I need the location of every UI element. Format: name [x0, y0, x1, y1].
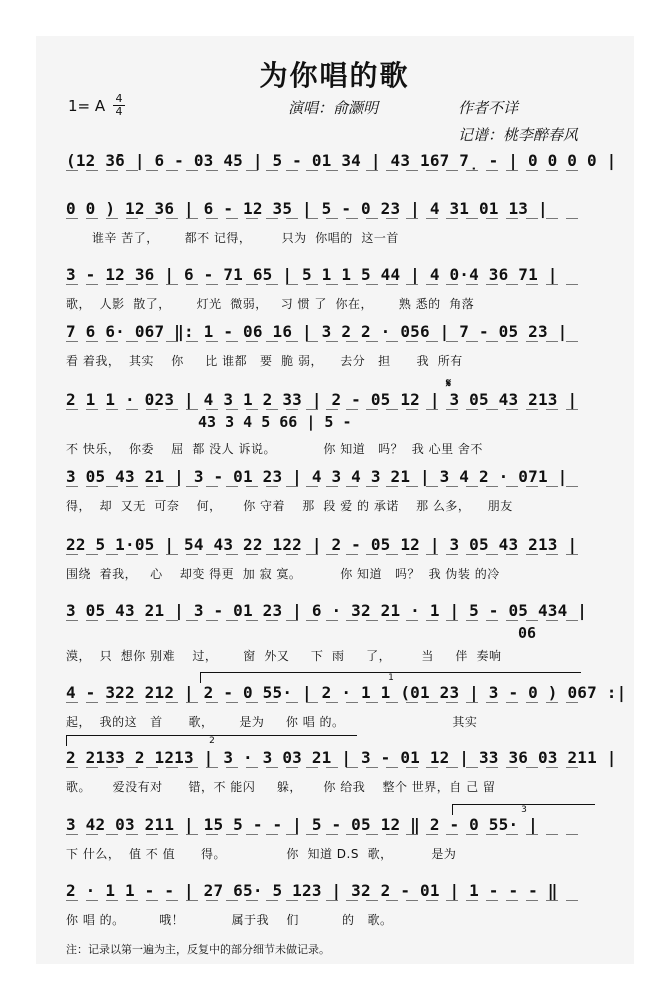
- score-line-7: [66, 534, 606, 582]
- time-signature: [113, 93, 125, 118]
- lyrics: 看 着我， 其实 你 比 谁都 要 脆 弱， 去分 担 我 所有: [66, 354, 463, 368]
- notes: 2 2133 2 1213 | 3 · 3 03 21 | 3 - 01 12 | 33 36 03 211 |: [66, 748, 617, 767]
- score-line-3: [66, 264, 606, 312]
- notes: 2 1 1 · 023 | 4 3 1 2 33 | 2 - 05 12 | 3 05 43 213 |: [66, 389, 606, 411]
- notes: 0 0 ) 12 36 | 6 - 12 35 | 5 - 0 23 | 4 31 01 13 |: [66, 198, 606, 220]
- singer-credit: 演唱：俞灏明: [288, 99, 379, 117]
- lyrics: 围绕 着我， 心 却变 得更 加 寂 寞。 你 知道 吗？ 我 伪装 的冷: [66, 567, 500, 581]
- lyrics: 得， 却 又无 可奈 何， 你 守着 那 段 爱 的 承诺 那 么多， 朋友: [66, 499, 513, 513]
- score-line-6: [66, 466, 606, 514]
- lyrics: 歌， 人影 散了， 灯光 微弱， 习 惯 了 你在， 熟 悉的 角落: [66, 297, 475, 311]
- score-line-11: [66, 814, 606, 862]
- score-line-4: [66, 321, 606, 369]
- score-line-5: [66, 389, 606, 457]
- notes: (12 3̄6 | 6 - 03 45 | 5 - 01 34 | 43 167 7̣ - | 0 0 0 0 |: [66, 151, 617, 170]
- notes: 3 - 12 36 | 6 - 71 65 | 5 1 1 5 44 | 4 0·4 36 71 |: [66, 264, 606, 286]
- lyrics: 不 快乐， 你委 屈 都 没人 诉说。 你 知道 吗？ 我 心里 舍不: [66, 442, 483, 456]
- song-title: 为你唱的歌: [259, 59, 410, 92]
- notes: 3 05 43 21 | 3 - 01 23 | 4 3 4 3 21 | 3 4 2 · 071 |: [66, 466, 606, 488]
- notes: 3 42 03 211 | 15 5 - - | 5 - 05 12 ‖ 2 - 0 55· |: [66, 814, 606, 836]
- lyrics: 漠， 只 想你 别难 过， 窗 外又 下 雨 了， 当 伴 奏响: [66, 649, 502, 663]
- notes: 2 · 1 1 - - | 27 65· 5 123 | 32 2 - 01 | 1 - - - ‖: [66, 880, 606, 902]
- time-signature-bottom: 4: [115, 105, 123, 118]
- lyrics: 起， 我的这 首 歌， 是为 你 唱 的。 其实: [66, 715, 478, 729]
- score-line-8: [66, 600, 606, 664]
- segno-sign: 𝄋: [446, 376, 452, 390]
- time-signature-top: 4: [115, 92, 123, 105]
- footnote: 注：记录以第一遍为主，反复中的部分细节未做记录。: [66, 943, 330, 956]
- notes: 22 5 1·05 | 54 43 22 122 | 2 - 05 12 | 3 05 43 213 |: [66, 534, 606, 556]
- alternate-notes: 06: [518, 624, 537, 642]
- lyrics: 谁辛 苦了， 都不 记得， 只为 你唱的 这一首: [66, 231, 399, 245]
- notes: 7 6 6· 067 ‖: 1 - 06 16 | 3 2 2 · 056 | 7 - 05 23 |: [66, 321, 606, 343]
- lyrics: 下 什么， 值 不 值 得。 你 知道 D.S 歌， 是为: [66, 847, 457, 861]
- notes: 3 05 43 21 | 3 - 01 23 | 6 · 32 21 · 1 | 5 - 05 434 |: [66, 600, 606, 622]
- score-line-2: [66, 198, 606, 246]
- key-signature: 1= A: [68, 97, 106, 115]
- score-line-12: [66, 880, 606, 928]
- volta-ending-1: 1: [200, 672, 581, 683]
- score-line-1: [66, 150, 617, 198]
- lyrics: 你 唱 的。 哦！ 属于我 们 的 歌。: [66, 913, 393, 927]
- lyrics: 歌。 爱没有对 错，不 能闪 躲， 你 给我 整个 世界，自 己 留: [66, 780, 496, 794]
- score-line-9: [66, 682, 627, 730]
- alternate-notes: 43 3 4 5 66 | 5 -: [198, 413, 352, 431]
- transcriber-credit: 记谱：桃李醉春风: [458, 126, 579, 144]
- author-credit: 作者不详: [458, 99, 519, 117]
- volta-ending-3: 3: [452, 804, 595, 815]
- lyrics: [66, 182, 606, 198]
- volta-ending-2: 2: [66, 735, 357, 746]
- score-line-10: [66, 747, 617, 795]
- notes: 4 - 322 212 | 2 - 0 55· | 2 · 1 1 (01 23 | 3 - 0 ) 067 :|: [66, 683, 627, 702]
